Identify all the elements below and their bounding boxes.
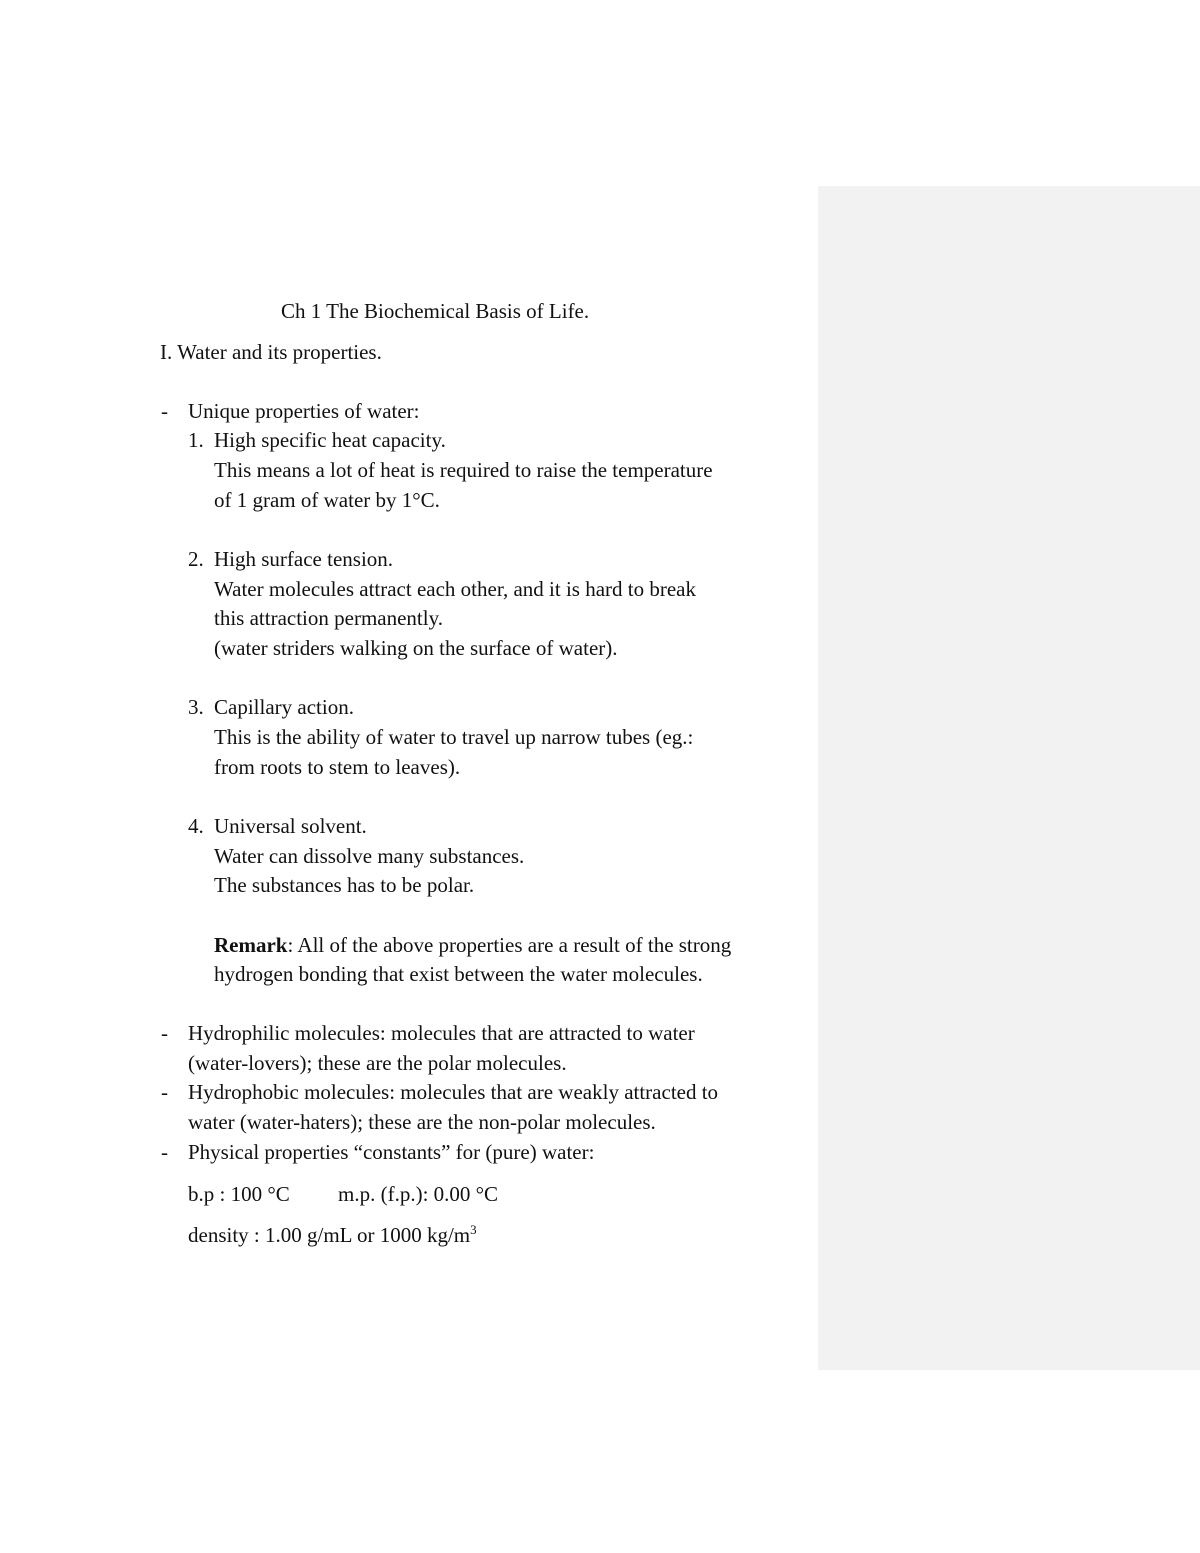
bullet-dash: - [161, 1021, 168, 1045]
comment-pane [818, 186, 1200, 1370]
bullet-text: Hydrophilic molecules: molecules that are attracted to water [188, 1021, 695, 1045]
boiling-point: b.p : 100 °C [188, 1182, 290, 1206]
bullet-dash: - [161, 399, 168, 423]
property-text: from roots to stem to leaves). [214, 755, 461, 779]
bullet-dash: - [161, 1140, 168, 1164]
section-heading: I. Water and its properties. [160, 340, 382, 364]
property-text: This means a lot of heat is required to raise the temperature [214, 458, 713, 482]
remark-line-2: hydrogen bonding that exist between the water molecules. [214, 962, 703, 986]
property-number: 1. [188, 428, 204, 452]
property-number: 4. [188, 814, 204, 838]
property-text: Water molecules attract each other, and it is hard to break [214, 577, 697, 601]
melting-point: m.p. (f.p.): 0.00 °C [338, 1182, 499, 1206]
property-text: of 1 gram of water by 1°C. [214, 488, 440, 512]
bullet-text: (water-lovers); these are the polar molecules. [188, 1051, 567, 1075]
density-exponent: 3 [470, 1222, 477, 1237]
remark-text: : All of the above properties are a result of the strong [287, 933, 732, 957]
bullet-text: Physical properties “constants” for (pure) water: [188, 1140, 595, 1164]
property-text: this attraction permanently. [214, 606, 443, 630]
remark-line [214, 930, 731, 960]
bullet-dash: - [161, 1080, 168, 1104]
property-text: This is the ability of water to travel up narrow tubes (eg.: [214, 725, 694, 749]
property-name: High specific heat capacity. [214, 428, 446, 452]
property-text: Water can dissolve many substances. [214, 844, 525, 868]
remark-label: Remark [214, 933, 288, 957]
property-text: The substances has to be polar. [214, 873, 475, 897]
property-text: (water striders walking on the surface of water). [214, 636, 618, 660]
property-number: 2. [188, 547, 204, 571]
property-name: Capillary action. [214, 695, 354, 719]
page-title: Ch 1 The Biochemical Basis of Life. [281, 299, 590, 323]
density-text: density : 1.00 g/mL or 1000 kg/m [188, 1223, 471, 1247]
property-name: High surface tension. [214, 547, 394, 571]
density-line [188, 1220, 477, 1250]
bullet-text: water (water-haters); these are the non-polar molecules. [188, 1110, 656, 1134]
bullet-text: Hydrophobic molecules: molecules that are weakly attracted to [188, 1080, 719, 1104]
unique-properties-heading: Unique properties of water: [188, 399, 420, 423]
property-number: 3. [188, 695, 204, 719]
property-name: Universal solvent. [214, 814, 367, 838]
